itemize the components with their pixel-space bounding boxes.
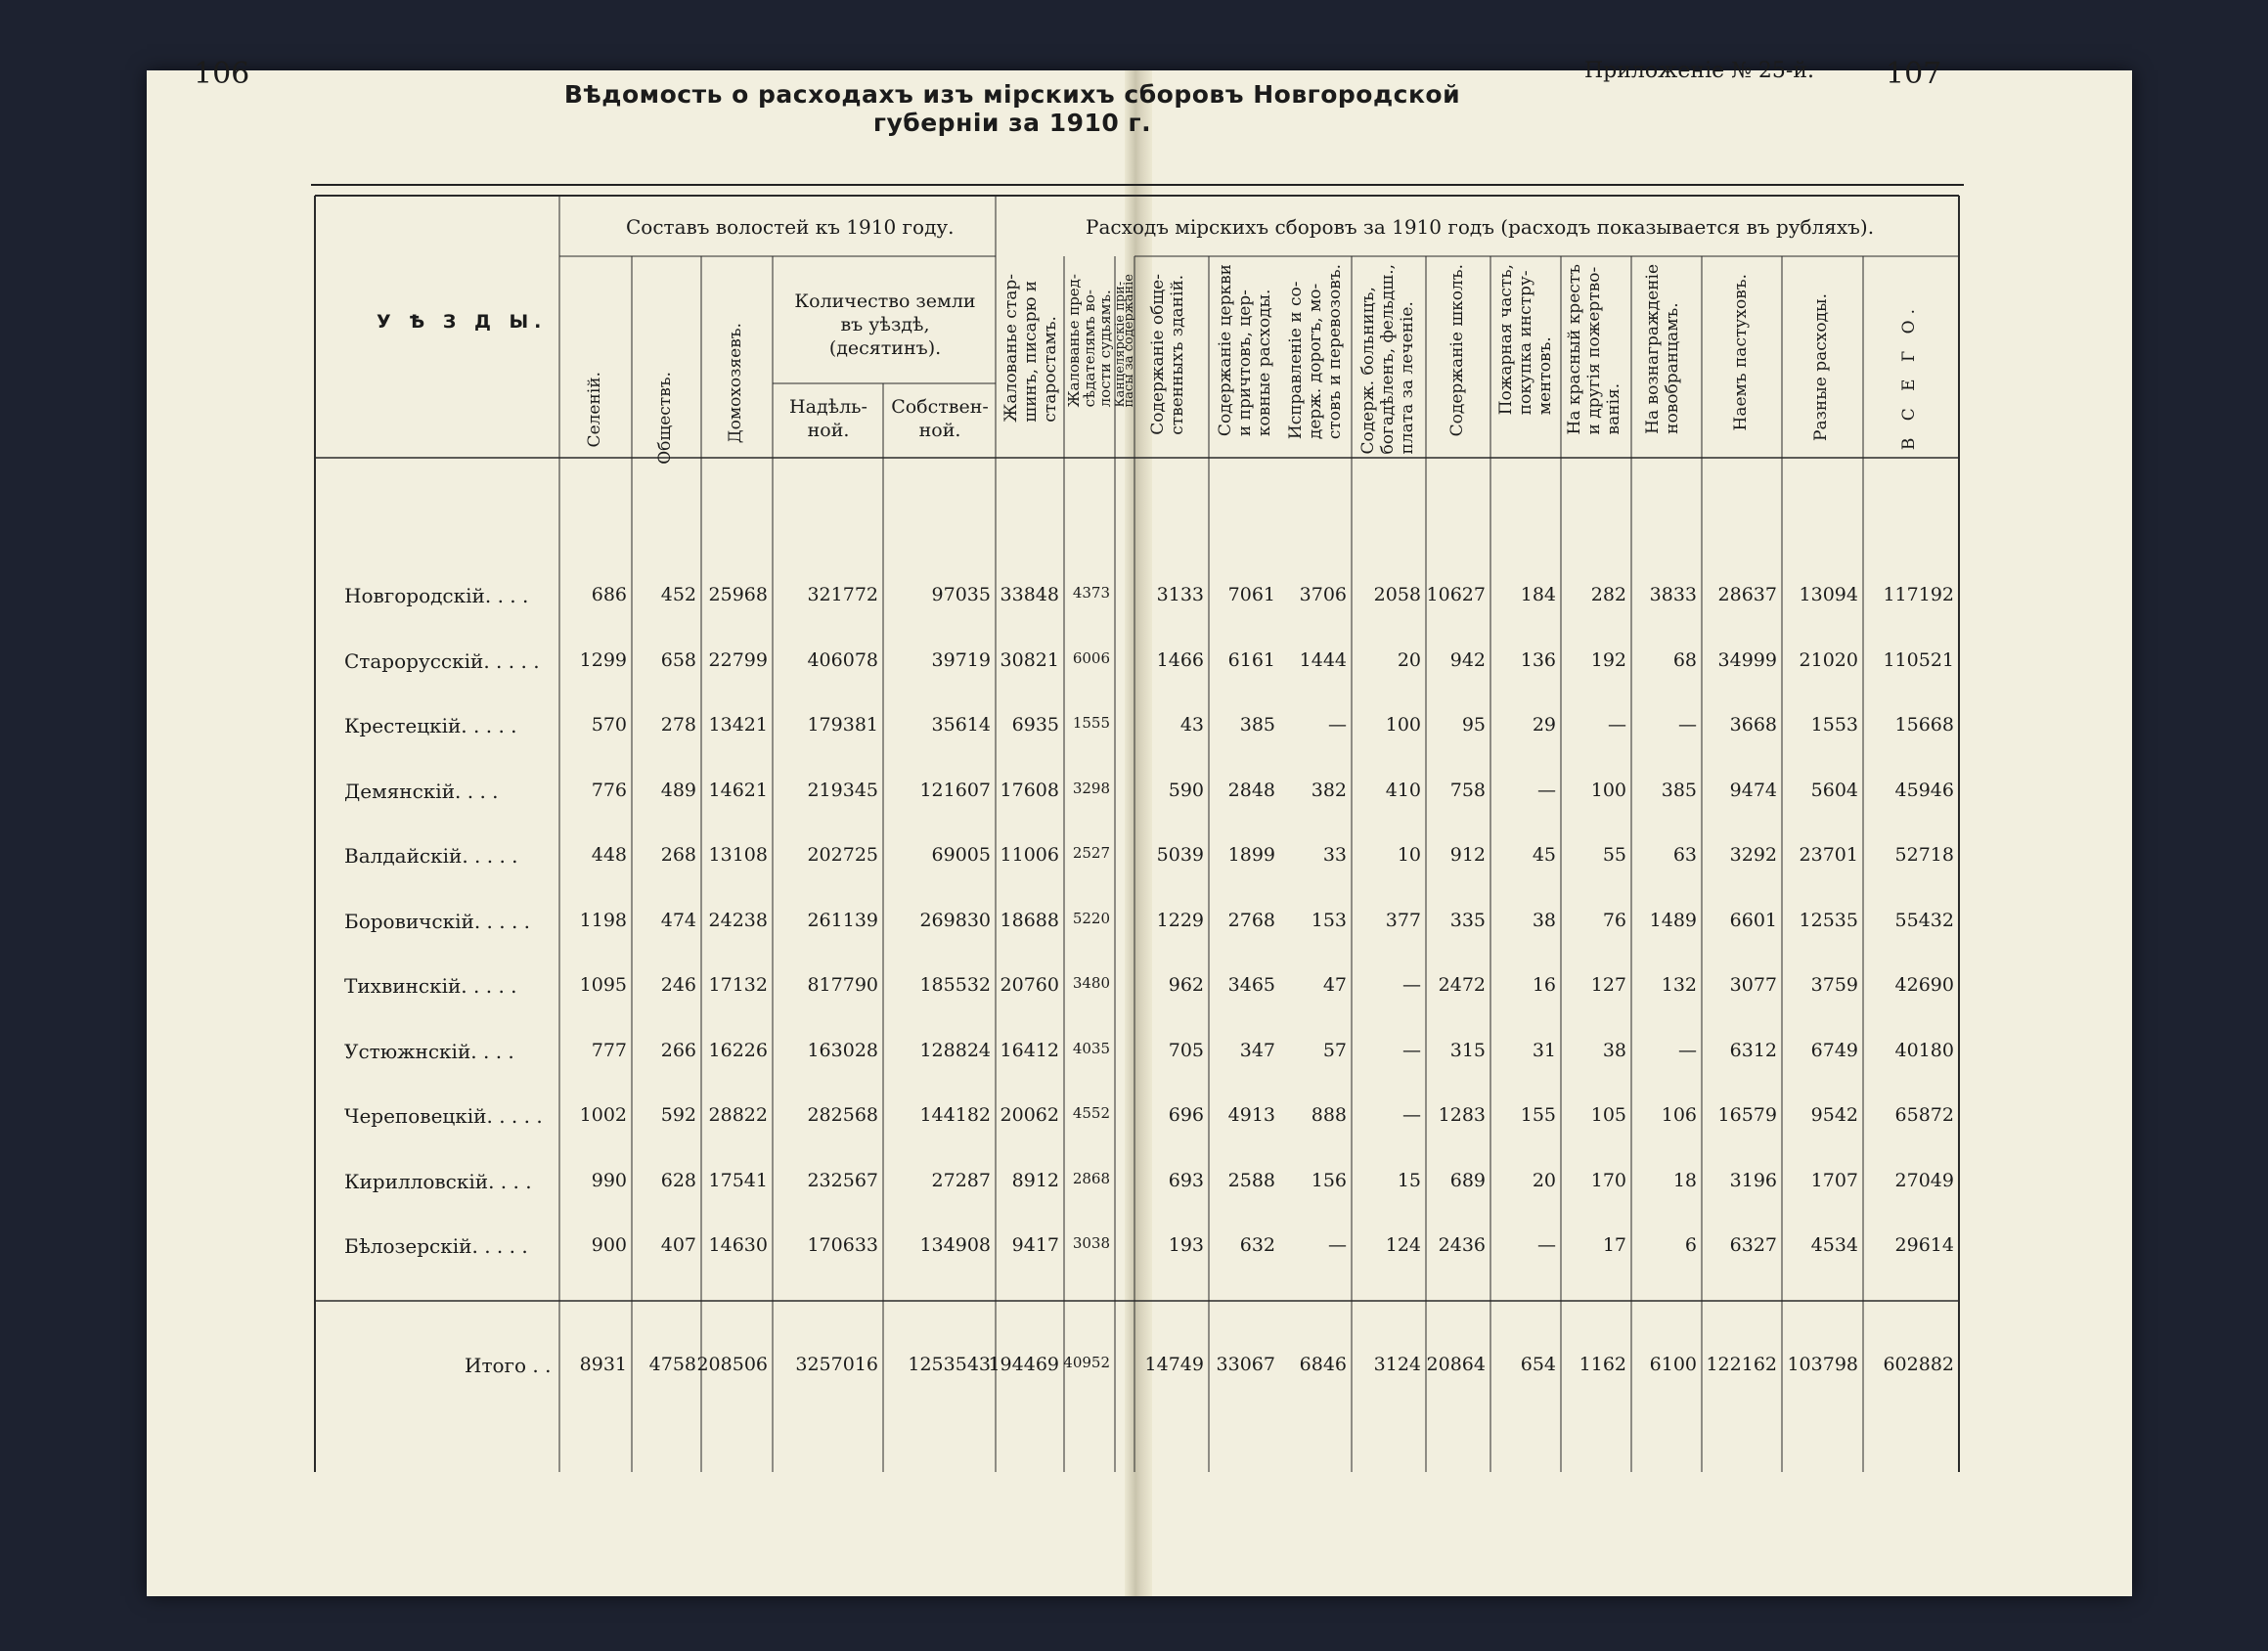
cell-e7: 156 [1311,1170,1347,1191]
cell-e15: 29614 [1894,1234,1954,1256]
cell-e14: 4534 [1810,1234,1858,1256]
cell-e13: 3292 [1729,844,1777,866]
cell-e15: 40180 [1894,1040,1954,1061]
cell-nadel: 163028 [807,1040,878,1061]
cell-e12: 6100 [1649,1354,1697,1375]
cell-e5: 193 [1168,1234,1204,1256]
cell-domokh: 22799 [708,649,768,671]
header-col-nadelnoi: Надѣль- ной. [789,396,867,441]
header-col-e1: Жалованье стар- шинъ, писарю и старостамъ. [1001,274,1060,423]
cell-e6: 2768 [1227,910,1275,931]
cell-domokh: 17541 [708,1170,768,1191]
cell-sobstv: 39719 [931,649,991,671]
cell-e8: 20 [1397,649,1421,671]
cell-e9: 689 [1449,1170,1486,1191]
header-uezdy: У Ѣ З Д Ы. [377,311,548,333]
cell-obshchestv: 592 [660,1104,696,1126]
cell-e12: 6 [1684,1234,1697,1256]
cell-e14: 9542 [1810,1104,1858,1126]
cell-e2: 4035 [1072,1040,1110,1057]
cell-obshchestv: 474 [660,910,696,931]
cell-selenii: 448 [591,844,627,866]
cell-e9: 95 [1461,714,1486,736]
cell-e9: 942 [1449,649,1486,671]
cell-obshchestv: 246 [660,974,696,996]
cell-e14: 6749 [1810,1040,1858,1061]
row-label: Демянскій. . . . [344,780,499,803]
cell-e1: 11006 [1000,844,1059,866]
cell-e8: — [1402,1040,1421,1061]
cell-e9: 912 [1449,844,1486,866]
cell-e14: 5604 [1810,780,1858,801]
cell-e11: 38 [1602,1040,1626,1061]
cell-sobstv: 121607 [919,780,991,801]
cell-e6: 3465 [1227,974,1275,996]
row-label: Крестецкій. . . . . [344,714,517,737]
cell-obshchestv: 268 [660,844,696,866]
cell-domokh: 208506 [696,1354,768,1375]
cell-domokh: 28822 [708,1104,768,1126]
cell-e1: 30821 [1000,649,1059,671]
cell-e8: 15 [1397,1170,1421,1191]
header-group-composition: Составъ волостей къ 1910 году. [626,215,955,239]
cell-e8: — [1402,974,1421,996]
cell-e2: 4373 [1072,584,1110,602]
cell-domokh: 13421 [708,714,768,736]
cell-e14: 13094 [1799,584,1858,605]
cell-e14: 21020 [1799,649,1858,671]
cell-e8: 100 [1385,714,1421,736]
cell-selenii: 1002 [579,1104,627,1126]
cell-domokh: 24238 [708,910,768,931]
appendix-label: Приложеніе № 25-й. [1584,59,1815,83]
cell-nadel: 219345 [807,780,878,801]
cell-e2: 1555 [1072,714,1110,732]
cell-sobstv: 185532 [919,974,991,996]
cell-sobstv: 35614 [931,714,991,736]
row-label: Старорусскій. . . . . [344,649,540,673]
cell-e2: 40952 [1063,1354,1110,1371]
cell-e15: 42690 [1894,974,1954,996]
cell-e12: 3833 [1649,584,1697,605]
cell-e15: 52718 [1894,844,1954,866]
cell-e11: 282 [1590,584,1626,605]
cell-e1: 194469 [988,1354,1059,1375]
cell-nadel: 170633 [807,1234,878,1256]
cell-e10: 184 [1520,584,1556,605]
cell-nadel: 179381 [807,714,878,736]
cell-e8: 10 [1397,844,1421,866]
cell-e2: 2868 [1072,1170,1110,1187]
cell-e7: 47 [1322,974,1347,996]
cell-e7: 3706 [1299,584,1347,605]
cell-e5: 43 [1179,714,1204,736]
cell-e13: 6327 [1729,1234,1777,1256]
cell-sobstv: 134908 [919,1234,991,1256]
cell-e5: 696 [1168,1104,1204,1126]
cell-selenii: 776 [591,780,627,801]
cell-e13: 28637 [1717,584,1777,605]
header-col-e11: На красный крестъ и другія пожертво- ванія. [1565,264,1623,435]
cell-e13: 9474 [1729,780,1777,801]
cell-sobstv: 97035 [931,584,991,605]
cell-e11: 55 [1602,844,1626,866]
cell-obshchestv: 4758 [648,1354,696,1375]
cell-selenii: 686 [591,584,627,605]
cell-e13: 3196 [1729,1170,1777,1191]
row-label: Тихвинскій. . . . . [344,974,517,998]
cell-e10: 16 [1532,974,1556,996]
cell-e12: 1489 [1649,910,1697,931]
cell-e8: 377 [1385,910,1421,931]
cell-e5: 1229 [1156,910,1204,931]
header-col-e2: Жалованье пред- сѣдателямъ во- лости судьямъ. [1065,274,1114,408]
cell-e13: 34999 [1717,649,1777,671]
cell-e11: 17 [1602,1234,1626,1256]
cell-e12: — [1678,714,1697,736]
cell-e9: 1283 [1438,1104,1486,1126]
cell-e14: 103798 [1787,1354,1858,1375]
cell-nadel: 261139 [807,910,878,931]
cell-e8: 2058 [1373,584,1421,605]
cell-e9: 335 [1449,910,1486,931]
cell-e9: 2436 [1438,1234,1486,1256]
page-number-left: 106 [194,57,250,91]
cell-e11: 170 [1590,1170,1626,1191]
cell-e5: 693 [1168,1170,1204,1191]
cell-e6: 7061 [1227,584,1275,605]
cell-e15: 55432 [1894,910,1954,931]
cell-e12: 385 [1661,780,1697,801]
cell-e9: 20864 [1426,1354,1486,1375]
total-row-label: Итого . . [465,1354,552,1377]
cell-e5: 3133 [1156,584,1204,605]
cell-e12: — [1678,1040,1697,1061]
cell-e15: 602882 [1883,1354,1954,1375]
cell-e6: 1899 [1227,844,1275,866]
header-col-obshchestv: Обществъ. [655,372,675,465]
cell-e11: 192 [1590,649,1626,671]
row-label: Боровичскій. . . . . [344,910,531,933]
cell-obshchestv: 628 [660,1170,696,1191]
header-col-e8: Содерж. больницъ, богадѣленъ, фельдш., плата за леченіе. [1358,264,1417,455]
cell-e2: 3480 [1072,974,1110,992]
cell-e7: 6846 [1299,1354,1347,1375]
cell-e7: 153 [1311,910,1347,931]
cell-e10: 45 [1532,844,1556,866]
cell-e9: 315 [1449,1040,1486,1061]
cell-sobstv: 269830 [919,910,991,931]
row-label: Бѣлозерскій. . . . . [344,1234,528,1258]
cell-e9: 2472 [1438,974,1486,996]
cell-e8: — [1402,1104,1421,1126]
cell-e11: 76 [1602,910,1626,931]
header-col-selenii: Селеній. [585,372,604,448]
cell-selenii: 1299 [579,649,627,671]
cell-e5: 1466 [1156,649,1204,671]
cell-e1: 18688 [1000,910,1059,931]
cell-e15: 27049 [1894,1170,1954,1191]
row-label: Валдайскій. . . . . [344,844,518,868]
cell-e7: 888 [1311,1104,1347,1126]
cell-e7: — [1328,1234,1347,1256]
cell-e12: 68 [1672,649,1697,671]
row-label: Устюжнскій. . . . [344,1040,514,1063]
cell-e10: 31 [1532,1040,1556,1061]
cell-nadel: 321772 [807,584,878,605]
header-col-e6: Содержаніе церкви и причтовъ, цер- ковные расходы. [1216,264,1274,437]
cell-selenii: 1198 [579,910,627,931]
header-col-e10: Пожарная часть, покупка инстру- ментовъ. [1496,264,1555,416]
cell-e7: 57 [1322,1040,1347,1061]
row-label: Новгородскій. . . . [344,584,529,607]
cell-e6: 385 [1239,714,1275,736]
cell-e5: 705 [1168,1040,1204,1061]
cell-selenii: 777 [591,1040,627,1061]
cell-sobstv: 69005 [931,844,991,866]
cell-e2: 3038 [1072,1234,1110,1252]
cell-e13: 3077 [1729,974,1777,996]
cell-e2: 6006 [1072,649,1110,667]
cell-nadel: 232567 [807,1170,878,1191]
cell-e14: 1553 [1810,714,1858,736]
cell-e14: 3759 [1810,974,1858,996]
cell-domokh: 13108 [708,844,768,866]
header-group-expenses: Расходъ мірскихъ сборовъ за 1910 годъ (расходъ показывается въ рубляхъ). [1086,215,1875,239]
page-number-right: 107 [1886,57,1942,91]
cell-sobstv: 144182 [919,1104,991,1126]
header-col-e13: Наемъ пастуховъ. [1731,274,1751,431]
header-col-domokhozyaev: Домохозяевъ. [726,323,745,444]
cell-e5: 5039 [1156,844,1204,866]
cell-domokh: 14630 [708,1234,768,1256]
cell-obshchestv: 407 [660,1234,696,1256]
cell-e9: 10627 [1426,584,1486,605]
cell-nadel: 3257016 [795,1354,878,1375]
cell-e5: 14749 [1144,1354,1204,1375]
header-col-e9: Содержаніе школъ. [1447,264,1467,437]
cell-e9: 758 [1449,780,1486,801]
cell-e10: 654 [1520,1354,1556,1375]
cell-e7: 1444 [1299,649,1347,671]
cell-e2: 4552 [1072,1104,1110,1122]
cell-e10: 136 [1520,649,1556,671]
cell-e13: 122162 [1706,1354,1777,1375]
cell-e12: 18 [1672,1170,1697,1191]
cell-sobstv: 1253543 [908,1354,991,1375]
cell-e10: — [1537,780,1556,801]
cell-e1: 20760 [1000,974,1059,996]
cell-obshchestv: 658 [660,649,696,671]
cell-e13: 16579 [1717,1104,1777,1126]
cell-e2: 2527 [1072,844,1110,862]
cell-e11: 127 [1590,974,1626,996]
header-col-e7: Исправленіе и со- держ. дорогъ, мо- стовъ и перевозовъ. [1286,264,1345,440]
cell-selenii: 1095 [579,974,627,996]
cell-domokh: 17132 [708,974,768,996]
cell-e12: 106 [1661,1104,1697,1126]
header-col-e15: В С Е Г О. [1899,303,1919,451]
cell-e12: 132 [1661,974,1697,996]
cell-e10: — [1537,1234,1556,1256]
cell-e7: 382 [1311,780,1347,801]
header-col-e3: Канцелярскіе при- пасы за содержаніе [1113,274,1136,408]
cell-e1: 17608 [1000,780,1059,801]
cell-sobstv: 27287 [931,1170,991,1191]
cell-e5: 590 [1168,780,1204,801]
cell-e14: 1707 [1810,1170,1858,1191]
cell-e14: 12535 [1799,910,1858,931]
cell-e10: 155 [1520,1104,1556,1126]
cell-nadel: 406078 [807,649,878,671]
cell-sobstv: 128824 [919,1040,991,1061]
cell-e6: 2588 [1227,1170,1275,1191]
cell-e11: 100 [1590,780,1626,801]
cell-e13: 6312 [1729,1040,1777,1061]
cell-e13: 3668 [1729,714,1777,736]
cell-obshchestv: 452 [660,584,696,605]
cell-obshchestv: 489 [660,780,696,801]
cell-e1: 9417 [1011,1234,1059,1256]
cell-e10: 38 [1532,910,1556,931]
cell-e5: 962 [1168,974,1204,996]
cell-e6: 632 [1239,1234,1275,1256]
cell-e1: 33848 [1000,584,1059,605]
cell-e11: 105 [1590,1104,1626,1126]
cell-e15: 65872 [1894,1104,1954,1126]
cell-selenii: 570 [591,714,627,736]
cell-e2: 3298 [1072,780,1110,797]
cell-e8: 3124 [1373,1354,1421,1375]
cell-e8: 124 [1385,1234,1421,1256]
cell-nadel: 817790 [807,974,878,996]
cell-obshchestv: 278 [660,714,696,736]
cell-domokh: 16226 [708,1040,768,1061]
cell-e6: 4913 [1227,1104,1275,1126]
cell-nadel: 202725 [807,844,878,866]
cell-domokh: 25968 [708,584,768,605]
cell-selenii: 900 [591,1234,627,1256]
cell-e14: 23701 [1799,844,1858,866]
cell-selenii: 8931 [579,1354,627,1375]
cell-nadel: 282568 [807,1104,878,1126]
cell-e1: 16412 [1000,1040,1059,1061]
cell-e1: 20062 [1000,1104,1059,1126]
cell-e11: 1162 [1579,1354,1626,1375]
header-col-e5: Содержаніе обще- ственныхъ зданій. [1148,274,1187,435]
cell-e6: 33067 [1216,1354,1275,1375]
cell-e6: 6161 [1227,649,1275,671]
header-col-e12: На вознагражденіе новобранцамъ. [1643,264,1682,434]
cell-e15: 45946 [1894,780,1954,801]
cell-e6: 347 [1239,1040,1275,1061]
document-title: Вѣдомость о расходахъ изъ мірскихъ сборовъ Новгородской губерніи за 1910 г. [563,80,1461,137]
cell-e1: 8912 [1011,1170,1059,1191]
cell-e7: 33 [1322,844,1347,866]
cell-e10: 20 [1532,1170,1556,1191]
row-label: Череповецкій. . . . . [344,1104,543,1128]
cell-e2: 5220 [1072,910,1110,927]
cell-e13: 6601 [1729,910,1777,931]
cell-e15: 15668 [1894,714,1954,736]
cell-e6: 2848 [1227,780,1275,801]
cell-e11: — [1608,714,1626,736]
cell-e12: 63 [1672,844,1697,866]
cell-e10: 29 [1532,714,1556,736]
cell-obshchestv: 266 [660,1040,696,1061]
header-col-sobstvennoi: Собствен- ной. [891,396,989,441]
row-label: Кирилловскій. . . . [344,1170,532,1193]
cell-e15: 110521 [1883,649,1954,671]
header-col-e14: Разные расходы. [1811,293,1831,441]
cell-e1: 6935 [1011,714,1059,736]
cell-e7: — [1328,714,1347,736]
cell-selenii: 990 [591,1170,627,1191]
header-land-group: Количество земли въ уѣздѣ, (десятинъ). [794,290,976,359]
cell-domokh: 14621 [708,780,768,801]
cell-e15: 117192 [1883,584,1954,605]
cell-e8: 410 [1385,780,1421,801]
